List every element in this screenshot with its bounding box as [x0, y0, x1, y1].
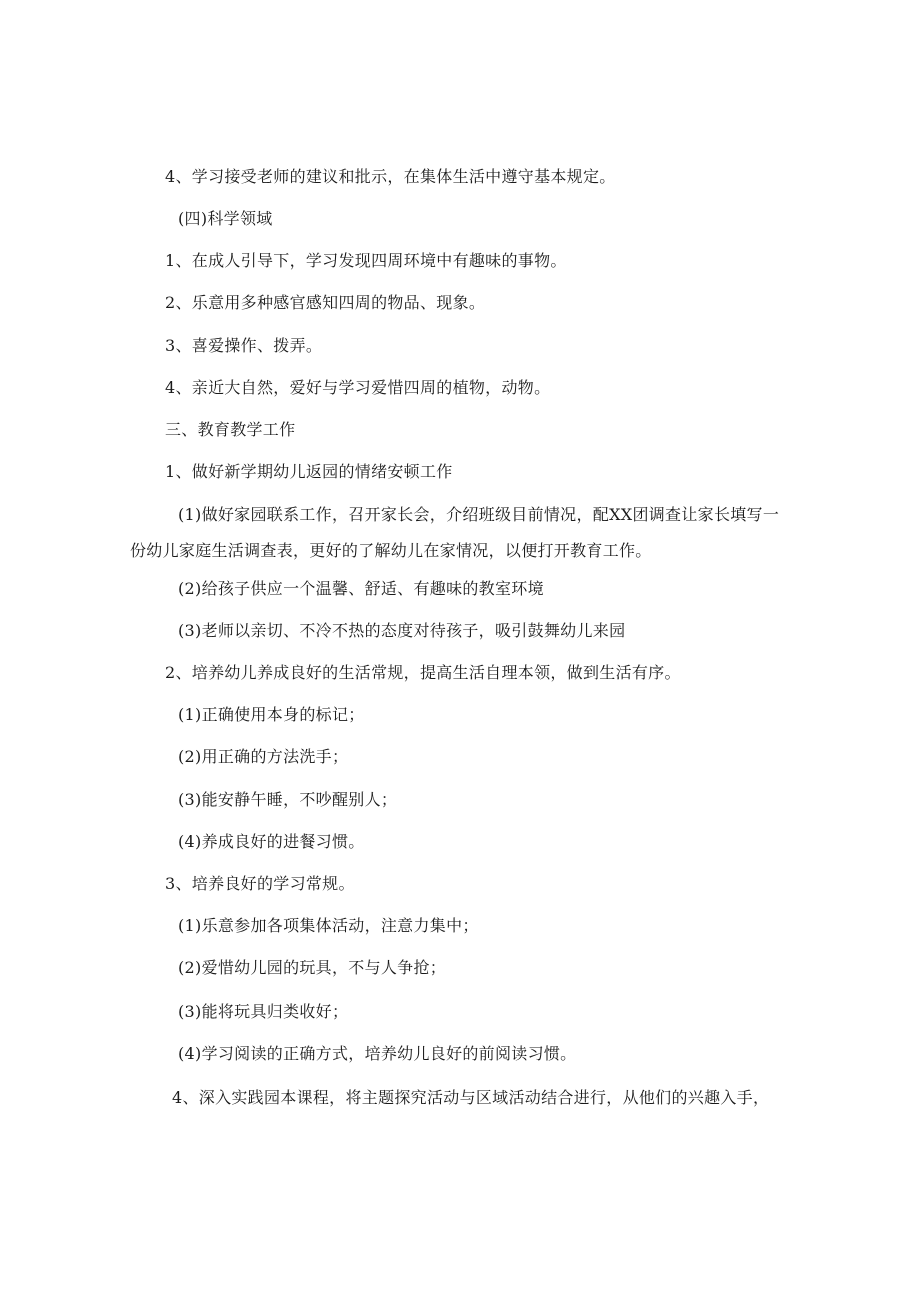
paragraph-education-3-4: (4)学习阅读的正确方式，培养幼儿良好的前阅读习惯。 [178, 1044, 577, 1063]
heading-science-domain: (四)科学领域 [178, 209, 273, 228]
paragraph-science-4: 4、亲近大自然，爱好与学习爱惜四周的植物，动物。 [165, 378, 551, 397]
paragraph-education-3-3: (3)能将玩具归类收好； [178, 1002, 349, 1021]
paragraph-education-4: 4、深入实践园本课程，将主题探究活动与区域活动结合进行，从他们的兴趣入手， [172, 1088, 770, 1107]
paragraph-education-1-3: (3)老师以亲切、不冷不热的态度对待孩子，吸引鼓舞幼儿来园 [178, 621, 626, 640]
paragraph-education-3-1: (1)乐意参加各项集体活动，注意力集中； [178, 916, 479, 935]
paragraph-education-2-3: (3)能安静午睡，不吵醒别人； [178, 790, 398, 809]
paragraph-education-1-1: (1)做好家园联系工作，召开家长会，介绍班级目前情况，配XX团调查让家长填写一份幼儿家庭生活调查表，更好的了解幼儿在家情况，以便打开教育工作。 [130, 505, 780, 560]
paragraph-education-2: 2、培养幼儿养成良好的生活常规，提高生活自理本领，做到生活有序。 [165, 663, 681, 682]
heading-education-work: 三、教育教学工作 [165, 420, 296, 439]
paragraph-education-2-4: (4)养成良好的进餐习惯。 [178, 832, 365, 851]
paragraph-education-2-1: (1)正确使用本身的标记； [178, 705, 365, 724]
paragraph-education-3-2: (2)爱惜幼儿园的玩具，不与人争抢； [178, 958, 447, 977]
paragraph-science-2: 2、乐意用多种感官感知四周的物品、现象。 [165, 293, 486, 312]
paragraph-education-1: 1、做好新学期幼儿返园的情绪安顿工作 [165, 462, 453, 481]
paragraph-education-3: 3、培养良好的学习常规。 [165, 874, 355, 893]
paragraph-social-4: 4、学习接受老师的建议和批示，在集体生活中遵守基本规定。 [165, 167, 616, 186]
paragraph-science-1: 1、在成人引导下，学习发现四周环境中有趣味的事物。 [165, 251, 567, 270]
paragraph-science-3: 3、喜爱操作、拨弄。 [165, 336, 323, 355]
paragraph-education-1-2: (2)给孩子供应一个温馨、舒适、有趣味的教室环境 [178, 579, 544, 598]
paragraph-education-2-2: (2)用正确的方法洗手； [178, 747, 349, 766]
